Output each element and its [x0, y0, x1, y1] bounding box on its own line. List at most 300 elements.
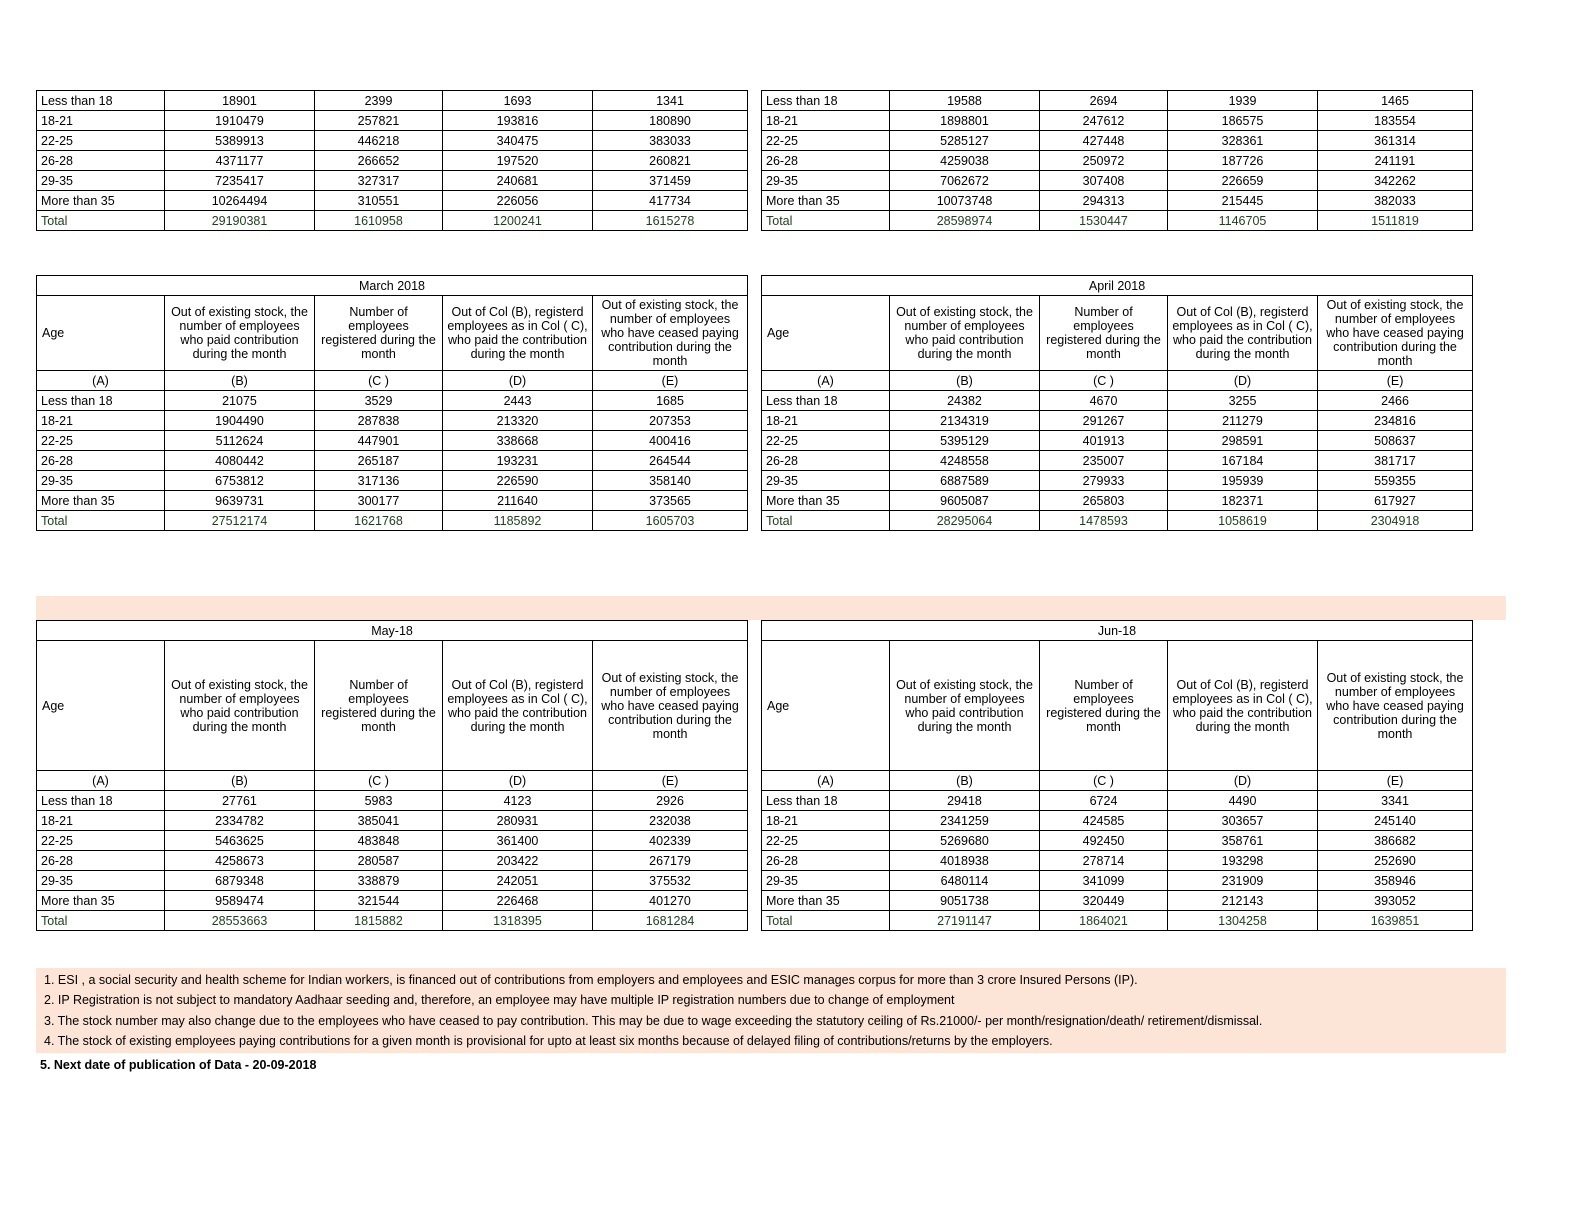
- table-row: [37, 791, 748, 811]
- table-block-bottom: [36, 620, 1506, 931]
- cell-d: 231909: [1168, 871, 1318, 891]
- column-letter-row: [762, 371, 1473, 391]
- cell-c: 3529: [315, 391, 443, 411]
- column-letter-row: [37, 371, 748, 391]
- cell-e: 401270: [593, 891, 748, 911]
- cell-d: 226659: [1168, 171, 1318, 191]
- table-row: [762, 451, 1473, 471]
- cell-age: 26-28: [37, 151, 165, 171]
- cell-e: 508637: [1318, 431, 1473, 451]
- cell-total-d: 1146705: [1168, 211, 1318, 231]
- table-row: [762, 391, 1473, 411]
- cell-d: 298591: [1168, 431, 1318, 451]
- table-jun-18: [761, 620, 1473, 931]
- table-row: [37, 871, 748, 891]
- table-total-row: [762, 211, 1473, 231]
- cell-e: 559355: [1318, 471, 1473, 491]
- cell-c: 310551: [315, 191, 443, 211]
- cell-b: 4259038: [890, 151, 1040, 171]
- cell-b: 4258673: [165, 851, 315, 871]
- cell-e: 234816: [1318, 411, 1473, 431]
- cell-d: 193816: [443, 111, 593, 131]
- cell-c: 446218: [315, 131, 443, 151]
- cell-d: 193231: [443, 451, 593, 471]
- header-col-d: Out of Col (B), registerd employees as in Col ( C), who paid the contribution during the month: [443, 296, 593, 371]
- cell-c: 4670: [1040, 391, 1168, 411]
- cell-c: 278714: [1040, 851, 1168, 871]
- cell-d: 182371: [1168, 491, 1318, 511]
- table-top-left-wrap: [36, 90, 747, 231]
- cell-total-d: 1318395: [443, 911, 593, 931]
- cell-total-e: 1639851: [1318, 911, 1473, 931]
- cell-e: 264544: [593, 451, 748, 471]
- cell-e: 361314: [1318, 131, 1473, 151]
- cell-c: 317136: [315, 471, 443, 491]
- cell-age: More than 35: [37, 191, 165, 211]
- cell-c: 338879: [315, 871, 443, 891]
- table-top-left: [36, 90, 748, 231]
- cell-age: 18-21: [762, 411, 890, 431]
- cell-age: 22-25: [762, 431, 890, 451]
- table-row: [37, 191, 748, 211]
- cell-d: 340475: [443, 131, 593, 151]
- cell-c: 385041: [315, 811, 443, 831]
- table-jun-wrap: [761, 620, 1472, 931]
- cell-c: 291267: [1040, 411, 1168, 431]
- cell-age: 22-25: [762, 131, 890, 151]
- cell-b: 4371177: [165, 151, 315, 171]
- cell-total-label: Total: [37, 511, 165, 531]
- letter-a: (A): [762, 371, 890, 391]
- header-col-e: Out of existing stock, the number of employees who have ceased paying contribution during the month: [593, 296, 748, 371]
- cell-age: 29-35: [762, 871, 890, 891]
- cell-age: 29-35: [762, 471, 890, 491]
- letter-e: (E): [593, 371, 748, 391]
- cell-e: 358946: [1318, 871, 1473, 891]
- cell-e: 180890: [593, 111, 748, 131]
- cell-e: 3341: [1318, 791, 1473, 811]
- cell-c: 483848: [315, 831, 443, 851]
- table-row: [762, 791, 1473, 811]
- cell-total-d: 1304258: [1168, 911, 1318, 931]
- cell-e: 1465: [1318, 91, 1473, 111]
- cell-total-c: 1478593: [1040, 511, 1168, 531]
- cell-total-c: 1530447: [1040, 211, 1168, 231]
- cell-age: More than 35: [762, 491, 890, 511]
- cell-e: 2466: [1318, 391, 1473, 411]
- cell-total-label: Total: [37, 911, 165, 931]
- cell-age: Less than 18: [762, 791, 890, 811]
- header-col-e: Out of existing stock, the number of employees who have ceased paying contribution during the month: [593, 641, 748, 771]
- cell-age: More than 35: [37, 491, 165, 511]
- cell-total-e: 1511819: [1318, 211, 1473, 231]
- letter-c: (C ): [315, 371, 443, 391]
- header-col-d: Out of Col (B), registerd employees as in Col ( C), who paid the contribution during the month: [1168, 641, 1318, 771]
- cell-d: 1939: [1168, 91, 1318, 111]
- cell-c: 327317: [315, 171, 443, 191]
- cell-d: 197520: [443, 151, 593, 171]
- cell-c: 6724: [1040, 791, 1168, 811]
- cell-c: 2399: [315, 91, 443, 111]
- letter-e: (E): [1318, 771, 1473, 791]
- cell-e: 1341: [593, 91, 748, 111]
- cell-e: 400416: [593, 431, 748, 451]
- cell-b: 7062672: [890, 171, 1040, 191]
- peach-banner-strip: [36, 596, 1506, 620]
- table-row: [762, 111, 1473, 131]
- cell-b: 9589474: [165, 891, 315, 911]
- table-row: [762, 151, 1473, 171]
- cell-d: 328361: [1168, 131, 1318, 151]
- header-col-d: Out of Col (B), registerd employees as in Col ( C), who paid the contribution during the month: [1168, 296, 1318, 371]
- cell-c: 321544: [315, 891, 443, 911]
- header-col-c: Number of employees registered during the month: [315, 641, 443, 771]
- header-col-b: Out of existing stock, the number of employees who paid contribution during the month: [165, 296, 315, 371]
- cell-e: 358140: [593, 471, 748, 491]
- table-row: [762, 831, 1473, 851]
- table-row: [37, 451, 748, 471]
- cell-e: 402339: [593, 831, 748, 851]
- cell-b: 6887589: [890, 471, 1040, 491]
- column-header-row: [762, 296, 1473, 371]
- letter-e: (E): [1318, 371, 1473, 391]
- footnote-5: 5. Next date of publication of Data - 20-09-2018: [40, 1058, 317, 1072]
- letter-a: (A): [37, 771, 165, 791]
- cell-c: 447901: [315, 431, 443, 451]
- table-row: [762, 871, 1473, 891]
- letter-c: (C ): [315, 771, 443, 791]
- cell-total-d: 1185892: [443, 511, 593, 531]
- table-april-wrap: [761, 275, 1472, 531]
- header-col-c: Number of employees registered during the month: [315, 296, 443, 371]
- cell-e: 232038: [593, 811, 748, 831]
- cell-total-b: 29190381: [165, 211, 315, 231]
- cell-age: 22-25: [37, 831, 165, 851]
- cell-c: 341099: [1040, 871, 1168, 891]
- cell-e: 1685: [593, 391, 748, 411]
- cell-total-b: 27512174: [165, 511, 315, 531]
- letter-d: (D): [443, 771, 593, 791]
- header-age: Age: [37, 296, 165, 371]
- header-col-b: Out of existing stock, the number of employees who paid contribution during the month: [890, 296, 1040, 371]
- letter-b: (B): [165, 371, 315, 391]
- cell-b: 9605087: [890, 491, 1040, 511]
- header-age: Age: [37, 641, 165, 771]
- cell-age: More than 35: [762, 891, 890, 911]
- month-title-row: [762, 621, 1473, 641]
- table-row: [762, 891, 1473, 911]
- cell-total-c: 1864021: [1040, 911, 1168, 931]
- cell-d: 303657: [1168, 811, 1318, 831]
- column-letter-row: [37, 771, 748, 791]
- cell-d: 2443: [443, 391, 593, 411]
- cell-b: 6879348: [165, 871, 315, 891]
- table-row: [37, 431, 748, 451]
- cell-age: 26-28: [762, 151, 890, 171]
- table-total-row: [37, 211, 748, 231]
- header-col-c: Number of employees registered during the month: [1040, 641, 1168, 771]
- cell-total-e: 1615278: [593, 211, 748, 231]
- month-title: April 2018: [762, 276, 1473, 296]
- cell-c: 265187: [315, 451, 443, 471]
- cell-b: 4018938: [890, 851, 1040, 871]
- cell-c: 279933: [1040, 471, 1168, 491]
- cell-d: 226590: [443, 471, 593, 491]
- cell-c: 257821: [315, 111, 443, 131]
- cell-total-b: 28295064: [890, 511, 1040, 531]
- table-may-wrap: [36, 620, 747, 931]
- cell-c: 401913: [1040, 431, 1168, 451]
- cell-b: 7235417: [165, 171, 315, 191]
- cell-b: 4080442: [165, 451, 315, 471]
- cell-b: 18901: [165, 91, 315, 111]
- table-row: [762, 171, 1473, 191]
- cell-age: Less than 18: [37, 791, 165, 811]
- cell-d: 1693: [443, 91, 593, 111]
- cell-b: 2134319: [890, 411, 1040, 431]
- column-letter-row: [762, 771, 1473, 791]
- cell-c: 280587: [315, 851, 443, 871]
- table-row: [762, 491, 1473, 511]
- cell-c: 427448: [1040, 131, 1168, 151]
- table-row: [762, 191, 1473, 211]
- cell-e: 617927: [1318, 491, 1473, 511]
- table-row: [762, 811, 1473, 831]
- header-col-e: Out of existing stock, the number of employees who have ceased paying contribution during the month: [1318, 296, 1473, 371]
- cell-b: 6480114: [890, 871, 1040, 891]
- footnote-2: 2. IP Registration is not subject to mandatory Aadhaar seeding and, therefore, an employee may have multiple IP registration numbers due to change of employment: [44, 993, 955, 1008]
- table-row: [37, 831, 748, 851]
- cell-total-c: 1621768: [315, 511, 443, 531]
- header-col-c: Number of employees registered during the month: [1040, 296, 1168, 371]
- cell-total-b: 27191147: [890, 911, 1040, 931]
- cell-d: 226056: [443, 191, 593, 211]
- table-may-18: [36, 620, 748, 931]
- month-title-row: [37, 621, 748, 641]
- cell-c: 5983: [315, 791, 443, 811]
- cell-age: 18-21: [37, 111, 165, 131]
- table-top-right: [761, 90, 1473, 231]
- table-row: [37, 391, 748, 411]
- cell-d: 358761: [1168, 831, 1318, 851]
- column-header-row: [762, 641, 1473, 771]
- cell-e: 386682: [1318, 831, 1473, 851]
- letter-b: (B): [890, 771, 1040, 791]
- table-row: [762, 411, 1473, 431]
- cell-b: 5389913: [165, 131, 315, 151]
- cell-b: 1910479: [165, 111, 315, 131]
- cell-d: 338668: [443, 431, 593, 451]
- cell-b: 5112624: [165, 431, 315, 451]
- cell-b: 1904490: [165, 411, 315, 431]
- cell-total-label: Total: [762, 211, 890, 231]
- cell-b: 5463625: [165, 831, 315, 851]
- cell-total-e: 2304918: [1318, 511, 1473, 531]
- table-row: [762, 431, 1473, 451]
- cell-b: 4248558: [890, 451, 1040, 471]
- letter-c: (C ): [1040, 371, 1168, 391]
- letter-d: (D): [443, 371, 593, 391]
- cell-d: 361400: [443, 831, 593, 851]
- cell-total-label: Total: [762, 911, 890, 931]
- letter-d: (D): [1168, 371, 1318, 391]
- table-march-wrap: [36, 275, 747, 531]
- cell-b: 24382: [890, 391, 1040, 411]
- cell-age: Less than 18: [37, 91, 165, 111]
- month-title-row: [762, 276, 1473, 296]
- letter-b: (B): [165, 771, 315, 791]
- cell-e: 241191: [1318, 151, 1473, 171]
- footnote-3: 3. The stock number may also change due to the employees who have ceased to pay contribution. This may be due to wage exceeding the statutory ceiling of Rs.21000/- per month/resignation/death/ retirement/dismissal.: [44, 1013, 1263, 1028]
- table-row: [37, 891, 748, 911]
- cell-b: 9051738: [890, 891, 1040, 911]
- cell-age: 26-28: [762, 851, 890, 871]
- column-header-row: [37, 641, 748, 771]
- cell-total-e: 1681284: [593, 911, 748, 931]
- table-total-row: [37, 511, 748, 531]
- footnotes: [36, 968, 1506, 1075]
- cell-b: 1898801: [890, 111, 1040, 131]
- table-row: [37, 111, 748, 131]
- header-age: Age: [762, 641, 890, 771]
- footnote-4: 4. The stock of existing employees paying contributions for a given month is provisional for upto at least six months because of delayed filing of contributions/returns by the employers.: [44, 1033, 1053, 1048]
- cell-b: 29418: [890, 791, 1040, 811]
- cell-age: 26-28: [762, 451, 890, 471]
- cell-e: 252690: [1318, 851, 1473, 871]
- table-april-2018: [761, 275, 1473, 531]
- letter-a: (A): [37, 371, 165, 391]
- cell-d: 167184: [1168, 451, 1318, 471]
- cell-age: 18-21: [37, 811, 165, 831]
- cell-e: 417734: [593, 191, 748, 211]
- cell-age: 26-28: [37, 851, 165, 871]
- table-total-row: [37, 911, 748, 931]
- cell-age: 29-35: [762, 171, 890, 191]
- cell-c: 294313: [1040, 191, 1168, 211]
- cell-b: 5395129: [890, 431, 1040, 451]
- cell-c: 300177: [315, 491, 443, 511]
- cell-d: 193298: [1168, 851, 1318, 871]
- cell-total-label: Total: [762, 511, 890, 531]
- cell-b: 21075: [165, 391, 315, 411]
- table-march-2018: [36, 275, 748, 531]
- table-row: [37, 851, 748, 871]
- header-col-e: Out of existing stock, the number of employees who have ceased paying contribution during the month: [1318, 641, 1473, 771]
- cell-e: 267179: [593, 851, 748, 871]
- cell-e: 371459: [593, 171, 748, 191]
- cell-d: 187726: [1168, 151, 1318, 171]
- cell-e: 2926: [593, 791, 748, 811]
- cell-total-d: 1058619: [1168, 511, 1318, 531]
- cell-age: 29-35: [37, 171, 165, 191]
- cell-d: 226468: [443, 891, 593, 911]
- cell-c: 235007: [1040, 451, 1168, 471]
- cell-e: 245140: [1318, 811, 1473, 831]
- cell-b: 5269680: [890, 831, 1040, 851]
- cell-b: 10073748: [890, 191, 1040, 211]
- cell-c: 492450: [1040, 831, 1168, 851]
- letter-c: (C ): [1040, 771, 1168, 791]
- cell-e: 207353: [593, 411, 748, 431]
- cell-age: 22-25: [37, 131, 165, 151]
- cell-e: 373565: [593, 491, 748, 511]
- cell-c: 250972: [1040, 151, 1168, 171]
- cell-d: 186575: [1168, 111, 1318, 131]
- cell-d: 212143: [1168, 891, 1318, 911]
- table-row: [37, 491, 748, 511]
- cell-d: 211279: [1168, 411, 1318, 431]
- table-row: [37, 91, 748, 111]
- cell-d: 215445: [1168, 191, 1318, 211]
- cell-total-d: 1200241: [443, 211, 593, 231]
- table-block-middle: [36, 275, 1506, 531]
- cell-total-c: 1610958: [315, 211, 443, 231]
- cell-b: 9639731: [165, 491, 315, 511]
- table-row: [37, 151, 748, 171]
- cell-d: 211640: [443, 491, 593, 511]
- cell-e: 260821: [593, 151, 748, 171]
- cell-age: More than 35: [762, 191, 890, 211]
- cell-d: 203422: [443, 851, 593, 871]
- cell-b: 27761: [165, 791, 315, 811]
- table-row: [37, 411, 748, 431]
- table-row: [37, 811, 748, 831]
- cell-b: 19588: [890, 91, 1040, 111]
- cell-e: 342262: [1318, 171, 1473, 191]
- cell-c: 266652: [315, 151, 443, 171]
- cell-age: 22-25: [762, 831, 890, 851]
- header-col-b: Out of existing stock, the number of employees who paid contribution during the month: [890, 641, 1040, 771]
- cell-c: 320449: [1040, 891, 1168, 911]
- cell-b: 5285127: [890, 131, 1040, 151]
- cell-e: 393052: [1318, 891, 1473, 911]
- cell-d: 3255: [1168, 391, 1318, 411]
- cell-b: 10264494: [165, 191, 315, 211]
- header-col-b: Out of existing stock, the number of employees who paid contribution during the month: [165, 641, 315, 771]
- cell-age: 29-35: [37, 471, 165, 491]
- cell-b: 2334782: [165, 811, 315, 831]
- cell-b: 6753812: [165, 471, 315, 491]
- cell-e: 383033: [593, 131, 748, 151]
- cell-d: 242051: [443, 871, 593, 891]
- letter-b: (B): [890, 371, 1040, 391]
- cell-e: 375532: [593, 871, 748, 891]
- cell-age: More than 35: [37, 891, 165, 911]
- cell-age: 18-21: [762, 111, 890, 131]
- cell-c: 265803: [1040, 491, 1168, 511]
- cell-total-b: 28598974: [890, 211, 1040, 231]
- cell-age: Less than 18: [762, 91, 890, 111]
- table-total-row: [762, 911, 1473, 931]
- table-row: [762, 851, 1473, 871]
- cell-total-b: 28553663: [165, 911, 315, 931]
- table-row: [762, 91, 1473, 111]
- month-title: Jun-18: [762, 621, 1473, 641]
- cell-age: Less than 18: [762, 391, 890, 411]
- cell-b: 2341259: [890, 811, 1040, 831]
- table-block-top: [36, 90, 1506, 231]
- cell-d: 4490: [1168, 791, 1318, 811]
- cell-d: 4123: [443, 791, 593, 811]
- cell-e: 381717: [1318, 451, 1473, 471]
- table-total-row: [762, 511, 1473, 531]
- cell-d: 195939: [1168, 471, 1318, 491]
- table-row: [37, 171, 748, 191]
- cell-d: 213320: [443, 411, 593, 431]
- header-col-d: Out of Col (B), registerd employees as in Col ( C), who paid the contribution during the month: [443, 641, 593, 771]
- month-title: March 2018: [37, 276, 748, 296]
- cell-total-label: Total: [37, 211, 165, 231]
